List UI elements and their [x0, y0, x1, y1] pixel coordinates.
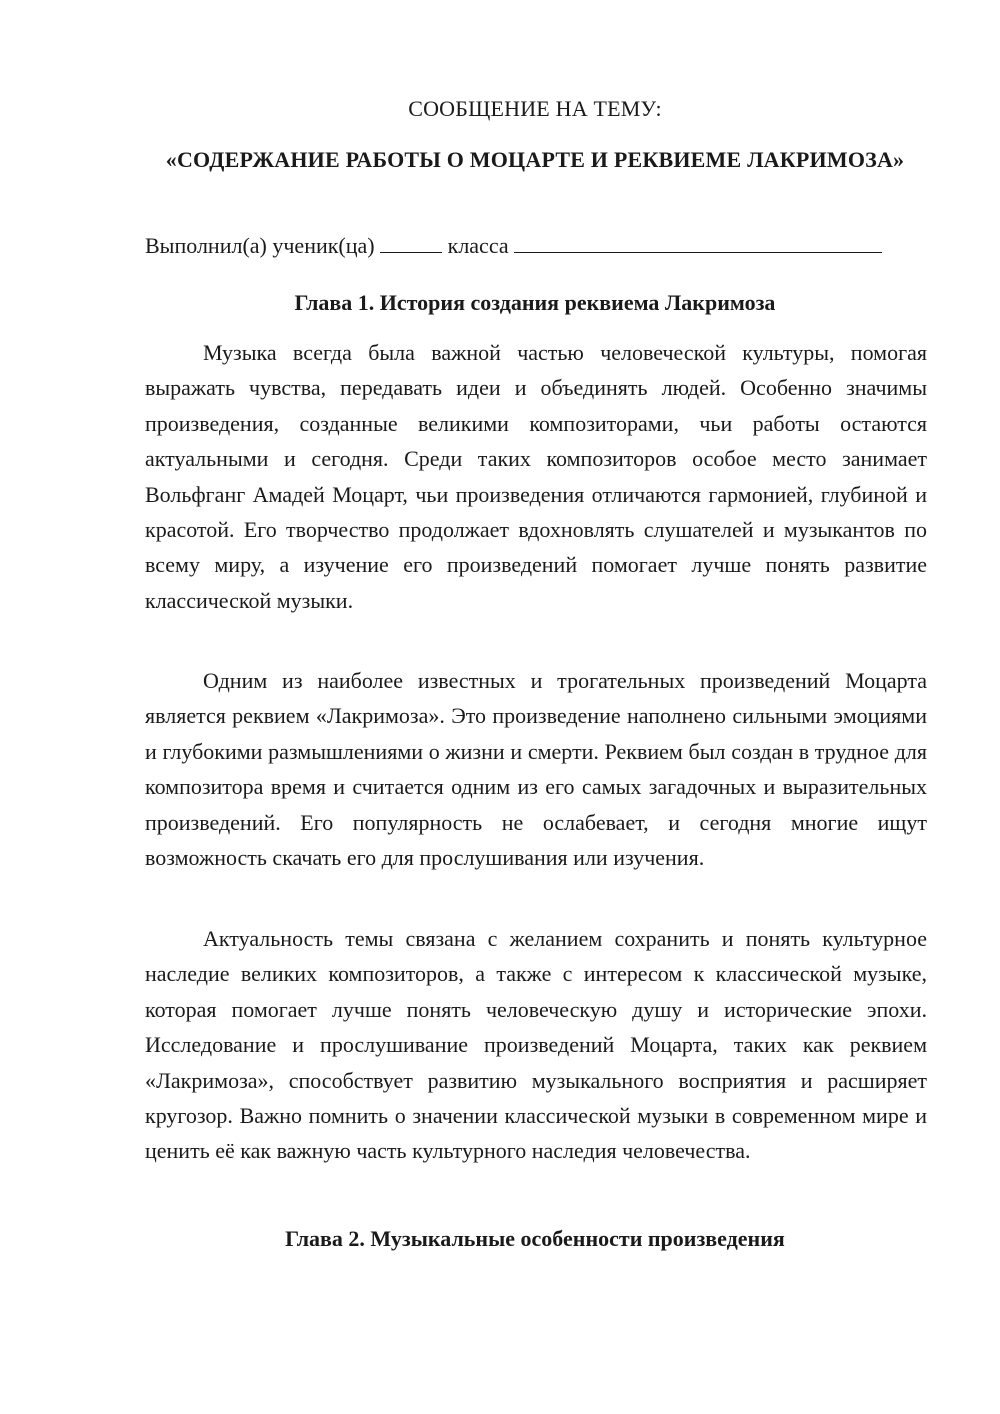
- class-number-blank: [380, 232, 442, 253]
- author-name-blank: [514, 232, 882, 253]
- chapter-1-heading: Глава 1. История создания реквиема Лакримоза: [294, 290, 776, 315]
- document-title-main: «СОДЕРЖАНИЕ РАБОТЫ О МОЦАРТЕ И РЕКВИЕМЕ ЛАКРИМОЗА»: [165, 147, 905, 172]
- paragraph-1: Музыка всегда была важной частью человеческой культуры, помогая выражать чувства, передавать идеи и объединять людей. Особенно значимы произведения, созданные великими композиторами, чьи работы остаются актуальными и сегодня. Среди таких композиторов особое место занимает Вольфганг Амадей Моцарт, чьи произведения отличаются гармонией, глубиной и красотой. Его творчество продолжает вдохновлять слушателей и музыкантов по всему миру, а изучение его произведений помогает лучше понять развитие классической музыки.: [145, 340, 927, 613]
- paragraph-3: Актуальность темы связана с желанием сохранить и понять культурное наследие великих композиторов, а также с интересом к классической музыке, которая помогает лучше понять человеческую душу и исторические эпохи. Исследование и прослушивание произведений Моцарта, таких как реквием «Лакримоза», способствует развитию музыкального восприятия и расширяет кругозор. Важно помнить о значении классической музыки в современном мире и ценить её как важную часть культурного наследия человечества.: [145, 926, 927, 1164]
- paragraph-2: Одним из наиболее известных и трогательных произведений Моцарта является реквием «Лакримоза». Это произведение наполнено сильными эмоциями и глубокими размышлениями о жизни и смерти. Реквием был создан в трудное для композитора время и считается одним из его самых загадочных и выразительных произведений. Его популярность не ослабевает, и сегодня многие ищут возможность скачать его для прослушивания или изучения.: [145, 668, 927, 871]
- author-line: [145, 232, 935, 259]
- author-prefix: Выполнил(а) ученик(ца): [145, 233, 375, 258]
- author-class-label: класса: [447, 233, 509, 258]
- chapter-2-heading: Глава 2. Музыкальные особенности произведения: [285, 1226, 785, 1251]
- document-title-topic: СООБЩЕНИЕ НА ТЕМУ:: [408, 96, 662, 121]
